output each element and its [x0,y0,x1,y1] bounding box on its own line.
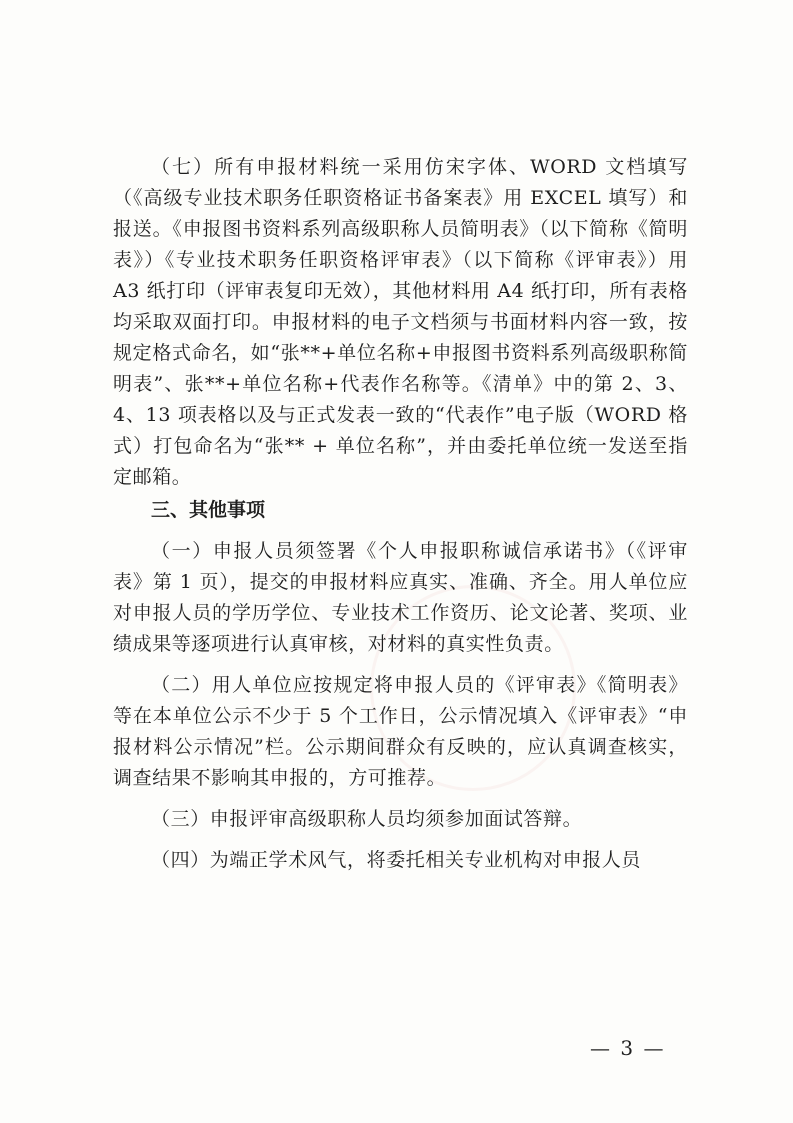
page-number: — 3 — [590,1036,666,1060]
section-heading-other-matters: 三、其他事项 [151,499,266,521]
paragraph-item-2: （二）用人单位应按规定将申报人员的《评审表》《简明表》等在本单位公示不少于 5 个工作日，公示情况填入《评审表》“申报材料公示情况”栏。公示期间群众有反映的，应认真调查核实，调查结果不影响其申报的，方可推荐。 [113,674,688,789]
paragraph-item-1: （一）申报人员须签署《个人申报职称诚信承诺书》（《评审表》第 1 页），提交的申报材料应真实、准确、齐全。用人单位应对申报人员的学历学位、专业技术工作资历、论文论著、奖项、业绩成果等逐项进行认真审核，对材料的真实性负责。 [113,540,688,655]
document-body [113,152,688,876]
paragraph-item-3: （三）申报评审高级职称人员均须参加面试答辩。 [151,808,583,830]
paragraph-item-7: （七）所有申报材料统一采用仿宋字体、WORD 文档填写（《高级专业技术职务任职资格证书备案表》用 EXCEL 填写）和报送。《申报图书资料系列高级职称人员简明表》（以下简称《简明表》）《专业技术职务任职资格评审表》（以下简称《评审表》）用 A3 纸打印（评审表复印无效），其他材料用 A4 纸打印，所有表格均采取双面打印。申报材料的电子文档须与书面材料内容一致，按规定格式命名，如“张**+单位名称+申报图书资料系列高级职称简明表”、张**+单位名称+代表作名称等。《清单》中的第 2、3、4、13 项表格以及与正式发表一致的“代表作”电子版（WORD 格式）打包命名为“张** + 单位名称”，并由委托单位统一发送至指定邮箱。 [113,156,688,488]
paragraph-item-4: （四）为端正学术风气，将委托相关专业机构对申报人员 [151,849,642,871]
